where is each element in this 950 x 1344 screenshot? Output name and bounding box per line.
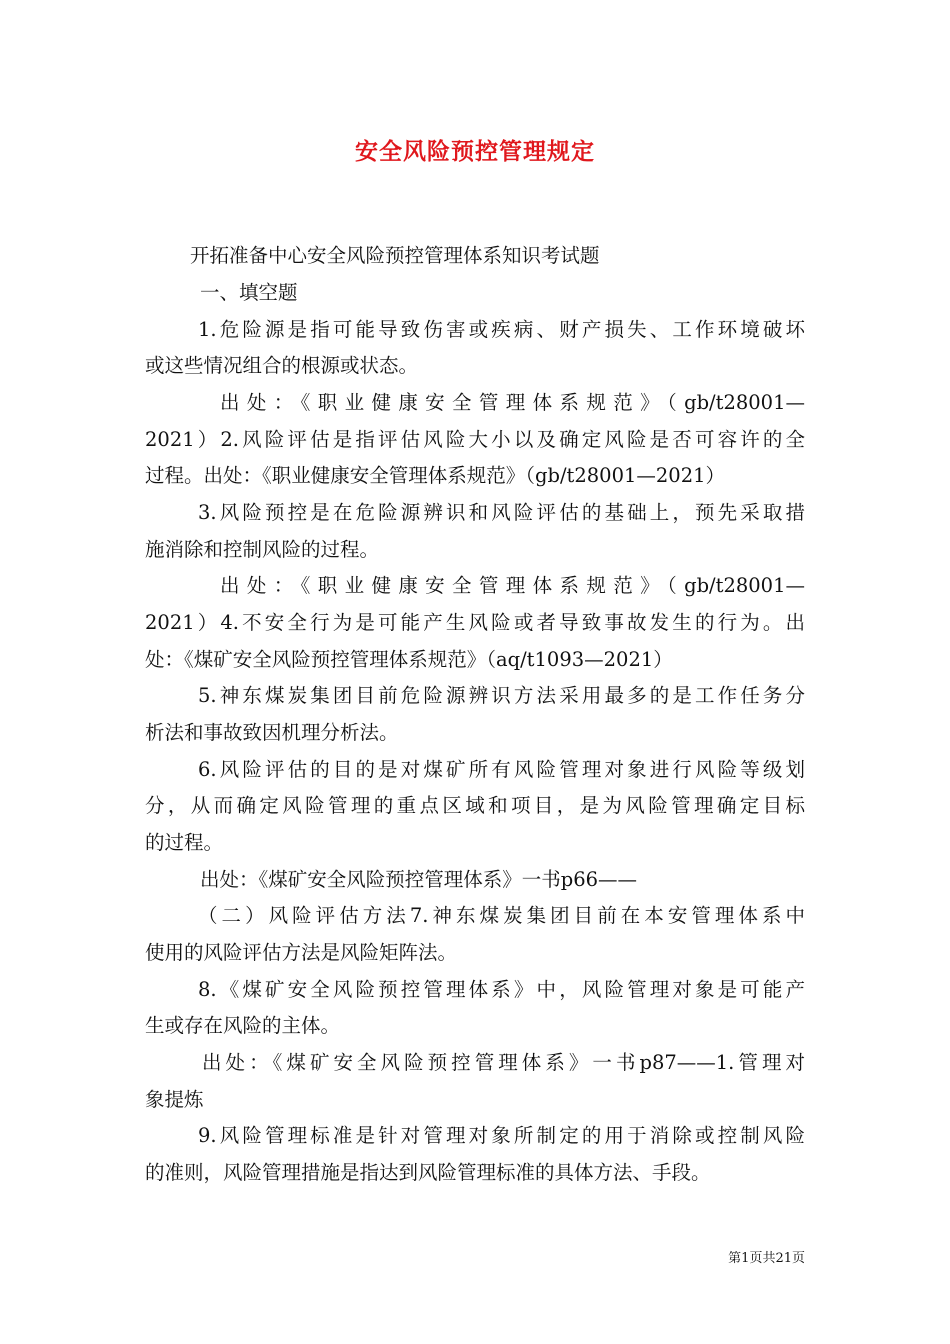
text-line: 一、填空题 xyxy=(200,281,298,304)
document-title: 安全风险预控管理规定 xyxy=(355,138,595,165)
text-line: 生或存在风险的主体。 xyxy=(145,1014,341,1037)
text-line: 出处：《职业健康安全管理体系规范》（gb/t28001— xyxy=(220,574,805,597)
text-line: 6.风险评估的目的是对煤矿所有风险管理对象进行风险等级划 xyxy=(198,758,805,781)
text-line: 出处：《职业健康安全管理体系规范》（gb/t28001— xyxy=(220,391,805,414)
text-line: （二）风险评估方法7.神东煤炭集团目前在本安管理体系中 xyxy=(198,904,805,927)
text-line: 过程。出处：《职业健康安全管理体系规范》（gb/t28001—2021） xyxy=(145,464,726,487)
text-line: 3.风险预控是在危险源辨识和风险评估的基础上，预先采取措 xyxy=(198,501,805,524)
text-line: 的过程。 xyxy=(145,831,224,854)
text-line: 出处：《煤矿安全风险预控管理体系》一书p66—— xyxy=(200,868,638,891)
text-line: 开拓准备中心安全风险预控管理体系知识考试题 xyxy=(190,244,600,267)
text-line: 施消除和控制风险的过程。 xyxy=(145,538,380,561)
text-line: 5.神东煤炭集团目前危险源辨识方法采用最多的是工作任务分 xyxy=(198,684,805,707)
text-line: 8.《煤矿安全风险预控管理体系》中，风险管理对象是可能产 xyxy=(198,978,805,1001)
text-line: 析法和事故致因机理分析法。 xyxy=(145,721,399,744)
text-line: 的准则，风险管理措施是指达到风险管理标准的具体方法、手段。 xyxy=(145,1161,711,1184)
text-line: 使用的风险评估方法是风险矩阵法。 xyxy=(145,941,458,964)
text-line: 2021）2.风险评估是指评估风险大小以及确定风险是否可容许的全 xyxy=(145,428,805,451)
text-line: 2021）4.不安全行为是可能产生风险或者导致事故发生的行为。出 xyxy=(145,611,805,634)
text-line: 分，从而确定风险管理的重点区域和项目，是为风险管理确定目标 xyxy=(145,794,805,817)
text-line: 象提炼 xyxy=(145,1088,204,1111)
text-line: 出处：《煤矿安全风险预控管理体系》一书p87——1.管理对 xyxy=(202,1051,805,1074)
page-number: 第1页共21页 xyxy=(728,1251,805,1266)
text-line: 1.危险源是指可能导致伤害或疾病、财产损失、工作环境破坏 xyxy=(198,318,805,341)
text-line: 处：《煤矿安全风险预控管理体系规范》（aq/t1093—2021） xyxy=(145,648,673,671)
text-line: 9.风险管理标准是针对管理对象所制定的用于消除或控制风险 xyxy=(198,1124,805,1147)
text-line: 或这些情况组合的根源或状态。 xyxy=(145,354,419,377)
